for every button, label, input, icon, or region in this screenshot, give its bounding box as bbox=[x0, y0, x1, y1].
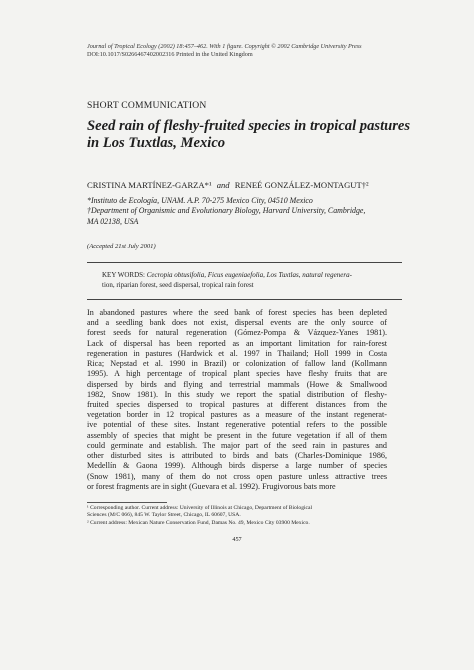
body-line: other disturbed sites is attributed to birds and bats (Charles-Dominique 1986, bbox=[87, 451, 387, 461]
keywords-box bbox=[87, 262, 402, 300]
body-line: fruited species dispersed to tropical pastures at different distances from the bbox=[87, 399, 387, 409]
keywords-text: Cecropia obtusifolia, Ficus eugeniaefolia, Los Tuxtlas, natural regenera- bbox=[146, 271, 352, 279]
footnote-line: ¹ Corresponding author. Current address: University of Illinois at Chicago, Department of Biological bbox=[87, 505, 313, 511]
journal-header bbox=[87, 43, 407, 60]
keywords-label: KEY WORDS: bbox=[102, 271, 145, 279]
author-first: CRISTINA MARTÍNEZ-GARZA*¹ bbox=[87, 180, 212, 190]
author-second: RENEÉ GONZÁLEZ-MONTAGUT†² bbox=[234, 180, 369, 190]
body-line: Lack of dispersal has been reported as an important limitation for rain-forest bbox=[87, 338, 387, 348]
body-line: regeneration in pastures (Hardwick et al. 1997 in Thailand; Holl 1999 in Costa bbox=[87, 348, 387, 358]
body-line: 1982, Snow 1981). In this study we report the spatial distribution of fleshy- bbox=[87, 389, 387, 399]
body-line: In abandoned pastures where the seed bank of forest species has been depleted bbox=[87, 308, 387, 317]
body-line: Rica; Nepstad et al. 1990 in Brazil) or colonization of fallow land (Kollmann bbox=[87, 359, 387, 369]
affiliation-line: MA 02138, USA bbox=[87, 216, 139, 226]
body-paragraph bbox=[87, 308, 387, 492]
keywords-line bbox=[102, 270, 402, 280]
body-line: vegetation border in 12 tropical pastures as a measure of the instant regenerat- bbox=[87, 410, 387, 420]
body-line: 1995). A high percentage of tropical plant species have fleshy fruits that are bbox=[87, 369, 387, 379]
body-line: and a seedling bank does not exist, dispersal events are the only source of bbox=[87, 318, 387, 328]
article-title: Seed rain of fleshy-fruited species in tropical pastures in Los Tuxtlas, Mexico bbox=[87, 118, 411, 151]
body-line: (Snow 1981), many of them do not cross open pasture unless attractive trees bbox=[87, 471, 387, 481]
footnote-divider bbox=[87, 502, 167, 503]
page-number: 457 bbox=[232, 536, 242, 543]
footnote-line: Sciences (M/C 066), 845 W. Taylor Street, Chicago, IL 60607, USA. bbox=[87, 512, 241, 519]
body-line: could germinate and establish. The major part of the seed rain in pastures and bbox=[87, 440, 387, 450]
keywords-line: tion, riparian forest, seed dispersal, tropical rain forest bbox=[102, 281, 254, 290]
author-line bbox=[87, 180, 417, 190]
footnotes bbox=[87, 505, 387, 527]
affiliation-line: †Department of Organismic and Evolutionary Biology, Harvard University, Cambridge, bbox=[87, 206, 366, 216]
body-line: assembly of species that might be present in the future vegetation if all of them bbox=[87, 430, 387, 440]
body-line: dispersed by birds and flying and terrestrial mammals (Howe & Smallwood bbox=[87, 379, 387, 389]
affiliations bbox=[87, 196, 407, 227]
body-line: ive potential of these sites. Instant regenerative potential refers to the possible bbox=[87, 420, 387, 430]
body-line: or forest fragments are in sight (Guevara et al. 1992). Frugivorous bats more bbox=[87, 481, 336, 491]
affiliation-line: *Instituto de Ecología, UNAM. A.P. 70-275 Mexico City, 04510 Mexico bbox=[87, 196, 313, 205]
footnote-line: ² Current address: Mexican Nature Conservation Fund, Damas No. 49, Mexico City 03900 Mexico. bbox=[87, 519, 310, 526]
author-conjunction: and bbox=[216, 180, 230, 190]
section-label: SHORT COMMUNICATION bbox=[87, 100, 207, 111]
journal-doi: DOI:10.1017/S0266467402002316 Printed in the United Kingdom bbox=[87, 51, 253, 59]
journal-citation: Journal of Tropical Ecology (2002) 18:457–462. With 1 figure. Copyright © 2002 Cambridge University Press bbox=[87, 43, 362, 50]
body-line: forest seeds for natural regeneration (Gómez-Pompa & Vázquez-Yanes 1981). bbox=[87, 328, 387, 338]
accepted-date: (Accepted 21st July 2001) bbox=[87, 243, 156, 250]
body-line: Medellín & Gaona 1999). Although birds disperse a large number of species bbox=[87, 461, 387, 471]
